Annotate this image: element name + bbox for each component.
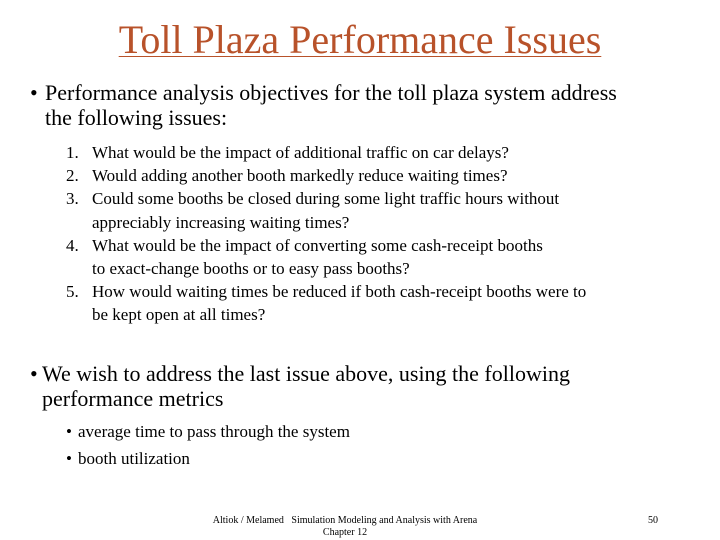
issue-number: 4. (66, 235, 79, 255)
objectives-text-line-1: Performance analysis objectives for the toll plaza system address (45, 80, 617, 105)
bullet-glyph: • (66, 449, 72, 468)
issue-number: 5. (66, 282, 79, 302)
metric-text: booth utilization (78, 449, 190, 468)
issue-item-3 (66, 187, 686, 233)
footer-citation: Altiok / Melamed Simulation Modeling and Analysis with Arena (212, 515, 478, 526)
issues-list (66, 141, 686, 327)
issue-item-4 (66, 234, 686, 280)
metrics-intro-line-2: performance metrics (42, 386, 224, 411)
metrics-list (66, 418, 666, 472)
issue-text-line: How would waiting times be reduced if both cash-receipt booths were to (92, 282, 587, 302)
issue-number: 1. (66, 143, 79, 162)
slide-title: Toll Plaza Performance Issues (118, 17, 602, 62)
metrics-bullet (30, 361, 690, 411)
issue-text-line: Would adding another booth markedly reduce waiting times? (92, 166, 508, 186)
issue-text-line: Could some booths be closed during some light traffic hours without (92, 189, 560, 209)
metric-item-1 (66, 418, 666, 445)
metric-item-2 (66, 445, 666, 472)
slide-footer (200, 515, 490, 539)
issue-number: 3. (66, 189, 79, 209)
issue-item-5 (66, 280, 686, 326)
bullet-glyph: • (30, 361, 38, 386)
issue-text-line: appreciably increasing waiting times? (92, 212, 350, 232)
objectives-bullet (30, 80, 690, 130)
issue-item-1 (66, 141, 686, 164)
bullet-glyph: • (30, 80, 38, 105)
metric-text: average time to pass through the system (78, 422, 350, 441)
bullet-glyph: • (66, 422, 72, 441)
objectives-text-line-2: the following issues: (45, 105, 228, 130)
issue-text-line: to exact-change booths or to easy pass booths? (92, 259, 410, 279)
issue-item-2 (66, 164, 686, 187)
issue-text-line: be kept open at all times? (92, 305, 266, 325)
metrics-intro-line-1: We wish to address the last issue above, using the following (42, 361, 570, 386)
issue-number: 2. (66, 166, 79, 186)
issue-text-line: What would be the impact of additional traffic on car delays? (92, 143, 509, 162)
footer-chapter: Chapter 12 (322, 527, 368, 538)
page-number: 50 (648, 515, 658, 526)
issue-text-line: What would be the impact of converting some cash-receipt booths (92, 235, 543, 255)
